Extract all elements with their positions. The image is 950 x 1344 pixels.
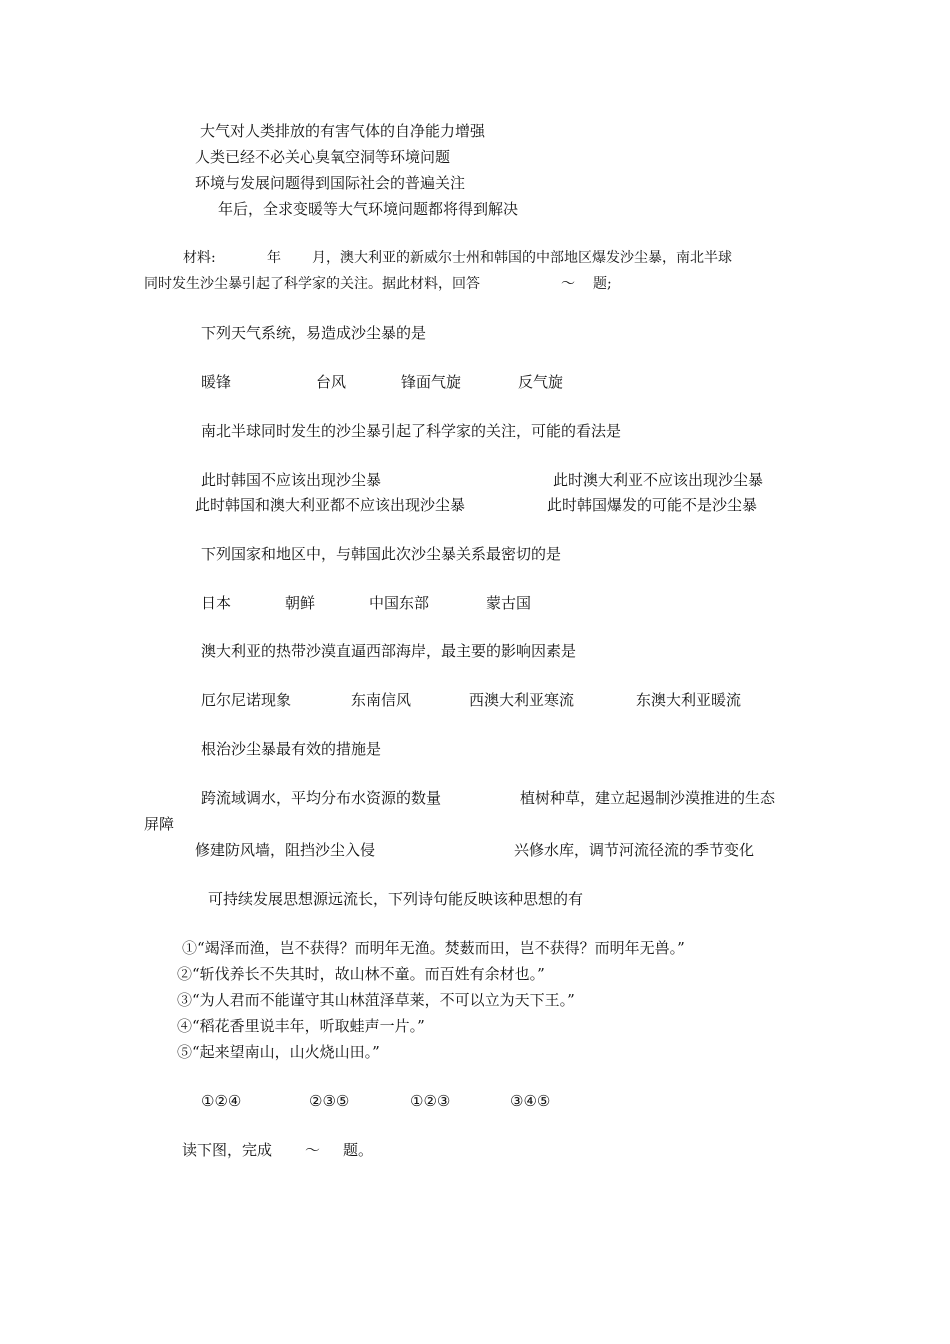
- q6-stem: 可持续发展思想源远流长，下列诗句能反映该种思想的有: [208, 890, 584, 908]
- q5-option-a: 跨流域调水，平均分布水资源的数量: [201, 789, 442, 807]
- q6-option-b: ②③⑤: [309, 1092, 350, 1110]
- q3-option-a: 日本: [201, 594, 232, 612]
- q6-option-a: ①②④: [201, 1092, 242, 1110]
- q1-option-c: 锋面气旋: [401, 373, 462, 391]
- q2-option-a: 此时韩国不应该出现沙尘暴: [201, 471, 382, 489]
- q1-stem: 下列天气系统，易造成沙尘暴的是: [201, 324, 427, 342]
- q1-option-a: 暖锋: [201, 373, 232, 391]
- q2-stem: 南北半球同时发生的沙尘暴引起了科学家的关注，可能的看法是: [201, 422, 622, 440]
- q6-poem-5: ⑤“起来望南山，山火烧山田。”: [177, 1043, 380, 1061]
- material-ti: 题;: [593, 276, 612, 292]
- q2-option-d: 此时韩国爆发的可能不是沙尘暴: [547, 496, 758, 514]
- prev-option-c: 环境与发展问题得到国际社会的普遍关注: [195, 174, 466, 192]
- q4-option-d: 东澳大利亚暖流: [636, 691, 742, 709]
- prev-option-a: 大气对人类排放的有害气体的自净能力增强: [200, 122, 486, 140]
- q2-option-b: 此时澳大利亚不应该出现沙尘暴: [553, 471, 764, 489]
- q3-option-c: 中国东部: [369, 594, 430, 612]
- q6-poem-2: ②“斩伐养长不失其时，故山林不童。而百姓有余材也。”: [177, 965, 545, 983]
- q5-option-b: 植树种草，建立起遏制沙漠推进的生态: [520, 789, 776, 807]
- q1-option-b: 台风: [316, 373, 347, 391]
- q6-poem-1: ①“竭泽而渔，岂不获得？而明年无渔。焚薮而田，岂不获得？而明年无兽。”: [182, 939, 685, 957]
- q6-option-c: ①②③: [410, 1092, 451, 1110]
- material-label: 材料:: [183, 250, 216, 266]
- q6-poem-4: ④“稻花香里说丰年，听取蛙声一片。”: [177, 1017, 425, 1035]
- q4-option-c: 西澳大利亚寒流: [469, 691, 575, 709]
- material-text-1: 月，澳大利亚的新威尔士州和韩国的中部地区爆发沙尘暴，南北半球: [312, 250, 732, 266]
- q6-poem-3: ③“为人君而不能谨守其山林菹泽草莱，不可以立为天下王。”: [177, 991, 575, 1009]
- material-text-2: 同时发生沙尘暴引起了科学家的关注。据此材料，回答: [144, 276, 480, 292]
- q3-option-b: 朝鲜: [285, 594, 316, 612]
- q5-option-b-cont: 屏障: [144, 815, 175, 833]
- q5-option-c: 修建防风墙，阻挡沙尘入侵: [195, 841, 376, 859]
- prev-option-d: 年后，全求变暖等大气环境问题都将得到解决: [218, 200, 519, 218]
- q6-option-d: ③④⑤: [510, 1092, 551, 1110]
- closing-text: 读下图，完成: [182, 1141, 273, 1159]
- closing-ti: 题。: [343, 1141, 374, 1159]
- q5-stem: 根治沙尘暴最有效的措施是: [201, 740, 382, 758]
- material-year: 年: [267, 250, 281, 266]
- q4-option-a: 厄尔尼诺现象: [201, 691, 292, 709]
- q1-option-d: 反气旋: [518, 373, 564, 391]
- q3-stem: 下列国家和地区中，与韩国此次沙尘暴关系最密切的是: [201, 545, 562, 563]
- prev-option-b: 人类已经不必关心臭氧空洞等环境问题: [195, 148, 451, 166]
- q4-option-b: 东南信风: [351, 691, 412, 709]
- q3-option-d: 蒙古国: [486, 594, 532, 612]
- material-tilde: ～: [561, 276, 575, 292]
- q4-stem: 澳大利亚的热带沙漠直逼西部海岸，最主要的影响因素是: [201, 642, 577, 660]
- closing-tilde: ～: [305, 1141, 321, 1159]
- q5-option-d: 兴修水库，调节河流径流的季节变化: [514, 841, 755, 859]
- q2-option-c: 此时韩国和澳大利亚都不应该出现沙尘暴: [195, 496, 466, 514]
